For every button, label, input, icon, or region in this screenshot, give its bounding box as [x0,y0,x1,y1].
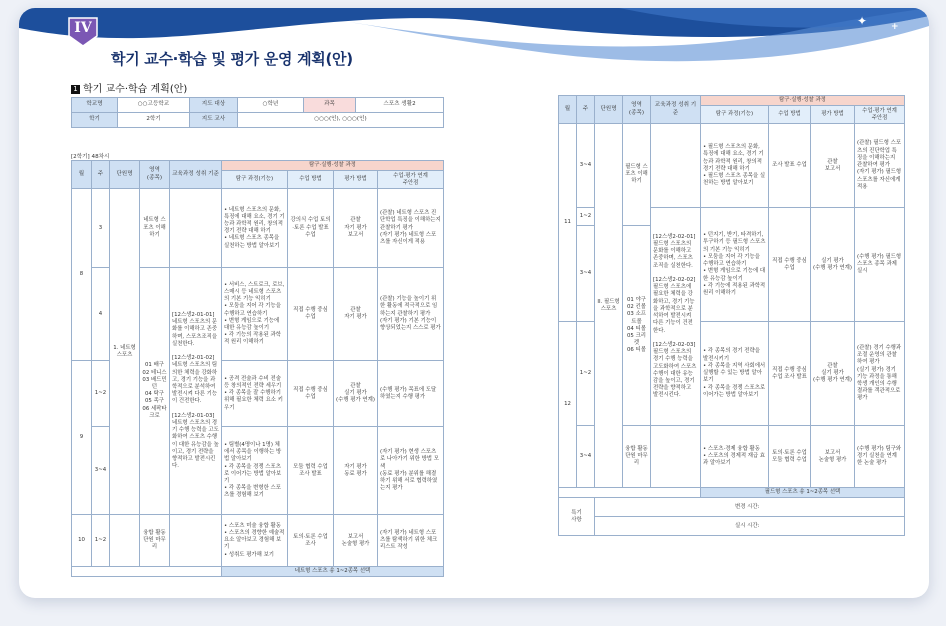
sparkle-icon: ✦ [857,14,868,28]
table-cell: 강의식 수업 토의·토론 수업 발표 수업 [288,189,334,268]
table-cell: 관찰 자기 평가 [334,268,378,361]
table-cell: 직접 수행 중심 수업 조사 발표 [769,322,811,426]
table-cell: 지도 교사 [190,113,238,128]
chapter-number: IV [74,20,92,36]
change-time-label: 변경 시간: [595,498,905,517]
table-cell: 1~2 [577,322,595,426]
right-plan-table [558,95,905,536]
table-cell: 직접 수행 중심 수업 [288,268,334,361]
table-cell: 1~2 [92,361,110,427]
table-row: • 서비스, 스트로크, 로브, 스매시 등 네트형 스포츠의 기본 기능 익히기 • 모둠을 지어 각 기능을 수행하고 연습하기 • 변형 게임으로 기능에 대한 유능감 높이기 • 각 기능의 작용된 과학적 원리 이해하기 [222,268,288,361]
table-cell: (자기 평가) 네트형 스포츠를 탐색하기 위한 체크리스트 작성 [378,515,444,567]
table-cell: 직접 수행 중심 수업 [769,208,811,322]
table-cell: 영역 (종목) [140,161,170,189]
table-row: • 스포츠 미술 융합 활동 • 스포츠의 경향한 예술적 요소 알아보고 경험해 보기 • 성취도 평가해 보기 [222,515,288,567]
table-cell: 수업·평가 연계 주안점 [855,106,905,124]
table-cell: 월 [559,96,577,124]
table-cell: ○○○(인), ○○○(인) [238,113,444,128]
table-row: • 각 종목의 경기 전략을 발전시키기 • 각 종목을 지역 사회에서 실행할 수 있는 방법 알아보기 • 각 종목을 경쟁 스포츠로 이어가는 방법 알아보기 [701,322,769,426]
table-cell: 평가 방법 [334,171,378,189]
table-cell [170,189,222,268]
table-cell: 학기 [72,113,118,128]
table-row: • 공격 전술과 수비 전술 등 창의적인 전략 세우기 • 각 종목을 잘 수행하기 위해 필요한 체력 요소 키우기 [222,361,288,427]
table-cell: (수행 평가) 팀구와 경기 실천을 연계한 논술 평가 [855,426,905,488]
section-heading: 1 학기 교수·학습 계획(안) [71,80,187,95]
table-cell: 융합 활동 단원 마무리 [140,515,170,567]
table-cell: (관찰) 필드형 스포츠의 진단학업 특징을 이해하는지 관찰하여 평가 (자기 평가) 필드형 스포츠를 자신에게 적용 [855,124,905,208]
table-cell [72,567,222,577]
actual-time-label: 실시 시간: [595,517,905,536]
table-row: • 필드형 스포츠의 문화, 특징에 대해 요소, 경기 기능과 과학적 원리, 창의적 경기 전략 대해 하기 • 필드형 스포츠 종목을 실천하는 방법 알아보기 [701,124,769,208]
table-cell: 주 [577,96,595,124]
table-footer: 필드형 스포츠 송 1~2종목 선택 [701,488,905,498]
info-table [71,97,444,128]
table-cell: 단원명 [110,161,140,189]
page-title: 학기 교수·학습 및 평가 운영 계획(안) [111,50,353,68]
table-cell [110,515,140,567]
table-cell: (관찰) 네트형 스포츠 진단학업 특징을 이해하는지 관찰하기 평가 (자기 평가) 네트형 스포츠를 자신이게 적용 [378,189,444,268]
table-cell: 3 [92,189,110,268]
table-cell: 교육과정 성취 기준 [651,96,701,124]
table-cell: 2학기 [118,113,190,128]
table-cell [559,488,701,498]
table-row: • 던지기, 받기, 타격하기, 투구하기 등 필드형 스포츠의 기본 기능 익히기 • 모둠을 지어 각 기능을 수행하고 연습하기 • 변형 게임으로 기능에 대한 유능감 높이기 • 각 기능에 적용된 과학적 원리 이해하기 [701,208,769,322]
table-cell: 관찰 실기 평가 (수행 평가 연계) [334,361,378,427]
table-row: • 네트형 스포츠의 문화, 특징에 대해 요소, 경기 기능과 과학적 원리, 창의적 경기 전략 대해 하기 • 네트형 스포츠 종목을 실천하는 방법 알아보기 [222,189,288,268]
table-cell: 수업 방법 [769,106,811,124]
table-cell [651,124,701,208]
table-cell: 3~4 [577,124,595,208]
table-cell: 토의·토론 수업 조사 [288,515,334,567]
table-cell: (수행 평가) 필드형 스포츠 종목 과제 실시 [855,208,905,322]
table-cell: 1~2 [577,208,595,226]
table-cell: 월 [72,161,92,189]
table-cell: 관찰 실기 평가 (수행 평가 연계) [811,322,855,426]
table-cell: 01 야구 02 킨볼 03 소프트볼 04 티볼 05 크리켓 06 티볼 [623,226,651,426]
table-cell: 모둠 협력 수업 조사 발표 [288,427,334,515]
table-cell: 실기 평가 (수행 평가 연계) [811,208,855,322]
table-cell: 9 [72,361,92,515]
table-cell: 조사 발표 수업 [769,124,811,208]
table-cell: 스포츠 생활2 [356,98,444,113]
table-cell: 탐구 과정(기능) [222,171,288,189]
table-cell: 과목 [304,98,356,113]
table-cell: 수업·평가 연계 주안점 [378,171,444,189]
table-cell: 1~2 [92,515,110,567]
table-row: • 스포츠·경제 융합 활동 • 스포츠의 경제적 재급 효과 알아보기 [701,426,769,488]
table-cell: ○학년 [238,98,304,113]
table-cell: 교육과정 성취 기준 [170,161,222,189]
table-cell: 필드형 스포츠 이해하기 [623,124,651,226]
special-notes-label: 특기 사항 [559,498,595,536]
table-cell: 관찰 보고서 [811,124,855,208]
table-cell: 12 [559,322,577,488]
table-footer: 네트형 스포츠 송 1~2종목 선택 [222,567,444,577]
table-cell: ○○고등학교 [118,98,190,113]
table-cell: 4 [92,268,110,361]
table-cell: (자기 평가) 현생 스포츠로 나아가기 위한 방법 모색 (동료 평가) 분위를 해결하기 위해 서로 협력하였는지 평가 [378,427,444,515]
table-cell: 탐구·실행·성찰 과정 [701,96,905,106]
hours-label: [2학기] 48차시 [71,154,110,160]
table-cell: 자기 평가 동료 평가 [334,427,378,515]
table-cell: 보고서 논술형 평가 [811,426,855,488]
table-cell: 탐구 과정(기능) [701,106,769,124]
table-cell: 네트형 스포츠 이해하기 [140,189,170,268]
document-card [19,8,929,598]
table-cell: 보고서 논술형 평가 [334,515,378,567]
table-cell: 토의·토론 수업 모둠 협력 수업 [769,426,811,488]
table-cell: 지도 대상 [190,98,238,113]
table-cell: 탐구·실행·성찰 과정 [222,161,444,171]
table-cell: [12스생2-01-01] 네트형 스포츠의 문화를 이해하고 존중하며, 스포츠조직을 실천한다. [12스생2-01-02] 네트형 스포츠의 팀 의한 체력을 강화하고, 경기 기능을 과학적으로 분석하여 발전시켜 다른 기능이 건전한다. [12스생2-01-03] 네트형 스포츠의 경기 수행 능력을 고도화하여 스포츠 수행 이 대한 유능감을 높이고, 경기 전략을 향적하고 발전시킨다. [170,268,222,515]
table-cell: 융합 활동 단원 마무리 [623,426,651,488]
table-cell [651,426,701,488]
table-cell: 3~4 [92,427,110,515]
table-cell: 1. 네트형 스포츠 [110,189,140,515]
table-cell: II. 필드형 스포츠 [595,124,623,488]
table-cell: (관찰) 기능을 높이기 위한 활동에 적극적으로 임하는지 관찰하기 평가 (자기 평가) 기본 기능이 향상되었는지 스스로 평가 [378,268,444,361]
table-cell: 10 [72,515,92,567]
table-cell: 학교명 [72,98,118,113]
table-cell: (수행 평가) 목표에 도달하였는지 수행 평가 [378,361,444,427]
table-cell: 직접 수행 중심 수업 [288,361,334,427]
left-plan-table [71,160,444,577]
table-cell: 3~4 [577,226,595,322]
table-cell: 단원명 [595,96,623,124]
plus-icon: + [891,22,899,32]
table-cell: [12스생2-02-01] 필드형 스포츠의 문화를 이해하고 존중하며, 스포츠조직을 실천한다. [12스생2-02-02] 필드형 스포츠에 필요한 체력을 강화하고, 경기 기능을 과학적으로 분석하여 발전시켜 다른 기능이 건전한다. [12스생2-02-03] 필드형 스포츠의 경기 수행 능력을 고도화하여 스포츠 수행이 대한 유능감을 높이고, 경기 전략을 향적하고 발전시킨다. [651,208,701,426]
table-cell: 평가 방법 [811,106,855,124]
table-cell: 수업 방법 [288,171,334,189]
table-row: • 팀별(4명이나 1명) 체에서 종목을 이행하는 방법 알아보기 • 각 종목을 경쟁 스포츠로 이어가는 방법 알아보기 • 각 종목을 변형한 스포츠를 경험해 보기 [222,427,288,515]
table-cell: 주 [92,161,110,189]
table-cell: 영역 (종목) [623,96,651,124]
table-cell: (관찰) 경기 수행과 조절 운영의 관찰하여 평가 (실기 평가) 경기 기능 과정을 통해 학생 개인의 수행 결과를 객관적으로 평가 [855,322,905,426]
table-cell: 관찰 자기 평가 보고서 [334,189,378,268]
table-cell: 01 배구 02 테니스 03 배드민턴 04 탁구 05 족구 06 세팍타크로 [140,268,170,515]
table-cell: 3~4 [577,426,595,488]
table-cell: 11 [559,124,577,322]
table-cell [170,515,222,567]
table-cell: 8 [72,189,92,361]
